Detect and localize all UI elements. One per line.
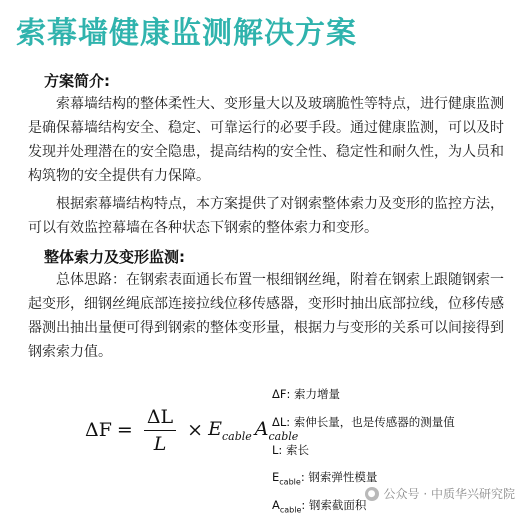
- legend-item: L: 索长: [272, 442, 309, 457]
- section-heading-intro: 方案简介:: [44, 72, 110, 90]
- formula-equals: =: [116, 419, 133, 441]
- page-title: 索幕墙健康监测解决方案: [16, 16, 357, 51]
- watermark-text: 公众号 · 中质华兴研究院: [383, 487, 515, 501]
- formula-denominator: L: [153, 432, 167, 455]
- intro-paragraph-2: 根据索幕墙结构特点，本方案提供了对钢索整体索力及变形的监控方法，可以有效监控幕墙在各种状态下钢索的整体索力和变形。: [28, 196, 504, 236]
- formula-lhs: ΔF: [85, 419, 112, 441]
- legend-item: $A_{cable}$: 钢索截面积: [272, 498, 367, 515]
- section-heading-monitoring: 整体索力及变形监测:: [44, 248, 185, 266]
- formula-a-term: $A_{cable}$: [254, 417, 299, 443]
- formula-e-term: $E_{cable}$: [208, 417, 252, 443]
- wechat-icon: ●: [365, 487, 379, 501]
- force-formula: [85, 404, 298, 456]
- legend-item: ΔL: 索伸长量，也是传感器的测量值: [272, 414, 455, 429]
- formula-times: ×: [187, 419, 204, 441]
- legend-item: ΔF: 索力增量: [272, 387, 341, 401]
- formula-fraction: [144, 406, 176, 455]
- watermark: [365, 485, 515, 502]
- monitoring-paragraph: 总体思路：在钢索表面通长布置一根细钢丝绳，附着在钢索上跟随钢索一起变形，细钢丝绳底部连接拉线位移传感器，变形时抽出底部拉线，位移传感器测出抽出量便可得到钢索的整体变形量，根据力与变形的关系可以间接得到钢索索力值。: [28, 272, 504, 360]
- intro-paragraph-1: 索幕墙结构的整体柔性大、变形量大以及玻璃脆性等特点，进行健康监测是确保幕墙结构安全、稳定、可靠运行的必要手段。通过健康监测，可以及时发现并处理潜在的安全隐患，提高结构的安全性、稳定性和耐久性，为人员和构筑物的安全提供有力保障。: [28, 96, 504, 184]
- formula-numerator: ΔL: [144, 406, 176, 431]
- legend-item: $E_{cable}$: 钢索弹性模量: [272, 470, 378, 487]
